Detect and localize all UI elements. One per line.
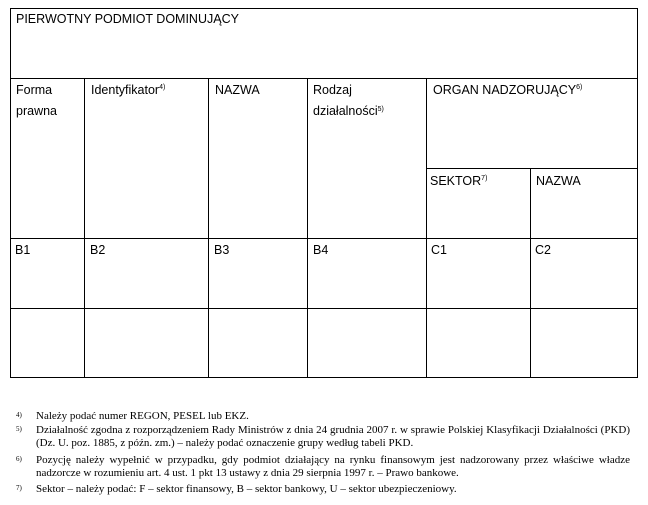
footnote-ref-5: 5) [377,106,384,113]
code-b1: B1 [15,243,31,257]
footnote-7-number: 7) [16,484,22,492]
header-organ-nazwa: NAZWA [536,174,581,188]
entry-field-nazwa[interactable] [209,309,307,377]
footnote-ref-4: 4) [159,84,166,91]
header-sektor-label: SEKTOR [430,174,482,188]
header-forma-prawna [16,80,57,122]
footnote-4 [0,410,648,423]
header-organ-label: ORGAN NADZORUJĄCY [433,83,577,97]
header-sektor [430,171,487,191]
code-c2: C2 [535,243,551,257]
footnote-ref-6: 6) [576,84,583,91]
code-c1: C1 [431,243,447,257]
footnote-ref-7: 7) [481,175,488,182]
code-b2: B2 [90,243,106,257]
header-forma-line1: Forma [16,83,53,97]
footnote-6 [0,454,648,480]
form-title: PIERWOTNY PODMIOT DOMINUJĄCY [16,12,239,26]
header-identyfikator-label: Identyfikator [91,83,160,97]
footnote-5 [0,424,648,450]
header-rodzaj-line2: działalności [313,104,378,118]
header-nazwa: NAZWA [215,83,260,97]
footnote-7-text: Sektor – należy podać: F – sektor finansowy, B – sektor bankowy, U – sektor ubezpieczeniowy. [36,483,457,495]
footnote-6-text: Pozycję należy wypełnić w przypadku, gdy podmiot działający na rynku finansowym jest nadzorowany przez właściwe władze nadzorcze w rozumieniu art. 4 ust. 1 pkt 13 ustawy z dnia 29 sierpnia 1997 r. – Prawo bankowe. [36,454,630,479]
footnote-5-text: Działalność zgodna z rozporządzeniem Rady Ministrów z dnia 24 grudnia 2007 r. w sprawie Polskiej Klasyfikacji Działalności (PKD) (Dz. U. poz. 1885, z późn. zm.) – należy podać oznaczenie grupy według tabeli PKD. [36,424,630,449]
footnote-4-text: Należy podać numer REGON, PESEL lub EKZ. [36,410,249,422]
footnote-4-number: 4) [16,411,22,419]
footnote-5-number: 5) [16,425,22,433]
footnote-7 [0,483,648,496]
code-b4: B4 [313,243,329,257]
entry-field-rodzaj-dzialalnosci[interactable] [308,309,426,377]
entry-field-sektor[interactable] [427,309,530,377]
header-forma-line2: prawna [16,104,57,118]
entry-field-forma-prawna[interactable] [11,309,84,377]
table-border-bottom [10,377,638,378]
footnote-6-number: 6) [16,455,22,463]
table-rule-header [10,78,638,79]
header-rodzaj-line1: Rodzaj [313,83,352,97]
header-organ-nadzorujacy [433,80,582,100]
entry-field-identyfikator[interactable] [85,309,208,377]
table-border-right [637,8,638,378]
header-identyfikator [91,80,165,100]
entry-field-organ-nazwa[interactable] [531,309,637,377]
table-rule-organ [426,168,638,169]
header-rodzaj-dzialalnosci [313,80,384,122]
code-b3: B3 [214,243,230,257]
table-rule-codes [10,238,638,239]
